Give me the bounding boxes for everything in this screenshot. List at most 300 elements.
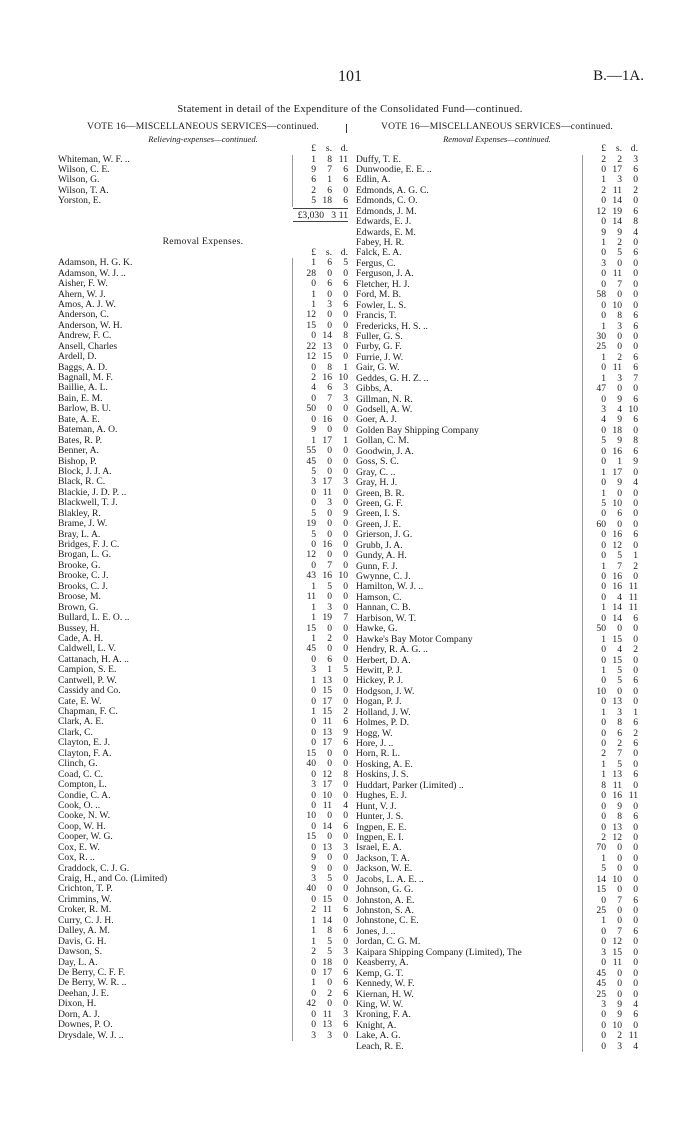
table-row <box>356 363 638 373</box>
pence-value: 6 <box>343 163 348 175</box>
pence-value: 0 <box>633 487 638 499</box>
amount <box>583 311 638 321</box>
shillings-value: 7 <box>617 278 622 290</box>
pounds-value: 45 <box>306 643 316 655</box>
pence-value: 6 <box>343 966 348 978</box>
pence-value: 0 <box>633 633 638 645</box>
table-row <box>58 425 348 435</box>
amount <box>292 634 348 644</box>
amount <box>583 248 638 258</box>
amount <box>583 1000 638 1010</box>
shillings-value: 3 <box>617 372 622 384</box>
pounds-value: 2 <box>601 153 606 165</box>
shillings-value: 0 <box>617 978 622 990</box>
pounds-value: 0 <box>311 392 316 404</box>
amount <box>292 801 348 811</box>
pence-value: 0 <box>343 497 348 509</box>
amount <box>292 937 348 947</box>
amount <box>292 592 348 602</box>
pounds-value: 10 <box>596 685 606 697</box>
pence-value: 6 <box>633 769 638 781</box>
payee-name: Dorn, A. J. <box>58 1009 100 1020</box>
pence-value: 2 <box>633 644 638 656</box>
table-row <box>58 937 348 947</box>
table-row <box>356 635 638 645</box>
shillings-value: 8 <box>617 717 622 729</box>
pence-value: 6 <box>633 393 638 405</box>
pence-value: 0 <box>343 486 348 498</box>
payee-name: Johnston, S. A. <box>356 906 583 916</box>
pounds-value: 3 <box>311 664 316 676</box>
amount <box>583 1042 638 1052</box>
shillings-value: 16 <box>612 445 622 457</box>
amount <box>292 383 348 393</box>
shillings-value: 3 <box>327 497 332 509</box>
amount <box>292 905 348 915</box>
shillings-value: 0 <box>327 883 332 895</box>
pounds-value: 14 <box>596 873 606 885</box>
pounds-value: 0 <box>601 1030 606 1042</box>
amount <box>292 644 348 654</box>
relieving-list <box>58 155 348 207</box>
pounds-value: 1 <box>311 925 316 937</box>
shillings-value: 3 <box>617 320 622 332</box>
shillings-value: 0 <box>617 884 622 896</box>
table-row <box>356 342 638 352</box>
shillings-value: 2 <box>617 237 622 248</box>
shillings-value: 17 <box>322 434 332 446</box>
table-row <box>58 394 348 404</box>
pounds-value: 0 <box>311 789 316 801</box>
shillings-value: 0 <box>617 289 622 301</box>
table-row <box>58 477 348 487</box>
pence-value: 4 <box>633 226 638 238</box>
payee-name: Ardell, D. <box>58 352 97 363</box>
pence-value: 0 <box>633 424 638 436</box>
shillings-value: 4 <box>617 644 622 656</box>
payee-name: Gundy, A. H. <box>356 551 583 561</box>
left-units-header-removal <box>58 248 348 259</box>
shillings-value: 12 <box>612 936 622 948</box>
pounds-value: 0 <box>311 768 316 780</box>
pence-value: 6 <box>343 298 348 310</box>
amount <box>292 968 348 978</box>
pounds-value: 0 <box>601 550 606 562</box>
table-row <box>356 729 638 739</box>
pence-value: 6 <box>633 738 638 749</box>
pence-value: 6 <box>343 174 348 186</box>
pence-value: 10 <box>628 404 638 415</box>
table-row <box>356 1042 638 1052</box>
table-row <box>356 228 638 238</box>
pence-value: 3 <box>343 841 348 853</box>
table-row <box>58 822 348 832</box>
pounds-value: 0 <box>601 644 606 656</box>
payee-name: Dalley, A. M. <box>58 926 110 937</box>
shillings-value: 0 <box>617 623 622 635</box>
amount <box>583 457 638 467</box>
pence-value: 0 <box>633 174 638 186</box>
amount <box>292 321 348 331</box>
pounds-value: 2 <box>311 946 316 958</box>
pence-value: 0 <box>633 466 638 478</box>
shillings-value: 0 <box>327 288 332 300</box>
payee-name: King, W. W. <box>356 1000 583 1010</box>
amount <box>292 404 348 414</box>
pence-value: 0 <box>343 747 348 759</box>
pence-value: 0 <box>633 654 638 666</box>
payee-name: Blackie, J. D. P. .. <box>58 487 127 498</box>
shillings-value: 2 <box>617 1030 622 1042</box>
shillings-value: 11 <box>322 904 332 916</box>
shillings-value: 0 <box>327 267 332 279</box>
shillings-value: 19 <box>612 205 622 217</box>
pence-value: 0 <box>633 383 638 395</box>
pounds-value: 0 <box>311 799 316 811</box>
pounds-value: 1 <box>311 434 316 446</box>
payee-name: Edlin, A. <box>356 175 583 185</box>
pounds-value: 0 <box>601 424 606 436</box>
payee-name: Cattanach, H. A. .. <box>58 654 129 665</box>
pounds-value: 6 <box>311 174 316 186</box>
pence-value: 0 <box>633 278 638 290</box>
payee-name: Goodwin, J. A. <box>356 447 583 457</box>
payee-name: Broose, M. <box>58 592 101 603</box>
table-row <box>356 405 638 415</box>
table-row <box>58 843 348 853</box>
pounds-value: 0 <box>601 508 606 520</box>
shillings-value: 11 <box>612 362 622 374</box>
pence-value: 0 <box>633 330 638 342</box>
pounds-value: 1 <box>601 560 606 572</box>
pence-value: 4 <box>633 998 638 1010</box>
pence-value: 0 <box>633 341 638 353</box>
statement-title: Statement in detail of the Expenditure of the Consolidated Fund—continued. <box>177 104 523 115</box>
table-row <box>356 770 638 780</box>
payee-name: Gunn, F. J. <box>356 562 583 572</box>
table-row <box>58 446 348 456</box>
shillings-value: 18 <box>322 195 332 207</box>
payee-name: Clark, A. E. <box>58 717 104 728</box>
amount <box>292 884 348 894</box>
pounds-value: 0 <box>311 987 316 999</box>
amount <box>583 269 638 279</box>
pence-value: 0 <box>343 862 348 874</box>
pence-value: 0 <box>633 905 638 916</box>
pounds-value: 1 <box>601 174 606 186</box>
pence-value: 0 <box>343 539 348 550</box>
pounds-value: 2 <box>311 372 316 383</box>
payee-name: Johnston, A. E. <box>356 896 583 906</box>
table-row <box>356 1010 638 1020</box>
table-row <box>356 395 638 405</box>
payee-name: Dunwoodie, E. E. .. <box>356 165 583 175</box>
pounds-value: 60 <box>596 518 606 530</box>
amount <box>583 708 638 718</box>
payee-name: Bates, R. P. <box>58 435 102 446</box>
amount <box>583 405 638 415</box>
pounds-value: 0 <box>601 278 606 290</box>
table-row <box>356 687 638 697</box>
shillings-value: 9 <box>617 414 622 426</box>
table-row <box>58 530 348 540</box>
pounds-value: 3 <box>601 998 606 1010</box>
payee-name: Cox, E. W. <box>58 842 100 853</box>
table-row <box>356 311 638 321</box>
shillings-value: 6 <box>327 653 332 665</box>
shillings-value: 16 <box>612 529 622 541</box>
table-row <box>58 175 348 185</box>
payee-name: Grierson, J. G. <box>356 530 583 540</box>
table-row <box>356 802 638 812</box>
pounds-value: 70 <box>596 842 606 854</box>
shillings-value: 0 <box>617 905 622 916</box>
amount <box>583 384 638 394</box>
table-row <box>58 686 348 696</box>
shillings-value: 8 <box>327 361 332 373</box>
payee-name: Anderson, W. H. <box>58 320 123 331</box>
pence-value: 0 <box>633 800 638 812</box>
table-row <box>356 843 638 853</box>
pounds-value: 0 <box>601 654 606 666</box>
amount <box>292 300 348 310</box>
table-row <box>58 321 348 331</box>
table-row <box>58 582 348 592</box>
amount <box>583 875 638 885</box>
amount <box>583 948 638 958</box>
amount <box>583 676 638 686</box>
payee-name: Bullard, L. E. O. .. <box>58 613 130 624</box>
pounds-value: 12 <box>306 351 316 363</box>
table-row <box>58 697 348 707</box>
shillings-value: 10 <box>612 873 622 885</box>
pounds-value: 1 <box>311 674 316 686</box>
pence-value: 0 <box>343 653 348 665</box>
payee-name: Francis, T. <box>356 311 583 321</box>
pounds-value: 28 <box>306 267 316 279</box>
shillings-value: 0 <box>327 549 332 561</box>
table-row <box>58 989 348 999</box>
pounds-value: 43 <box>306 570 316 582</box>
pence-value: 11 <box>338 153 348 165</box>
pence-value: 2 <box>633 727 638 739</box>
shillings-value: 0 <box>617 685 622 697</box>
pence-value: 0 <box>343 998 348 1010</box>
payee-name: Jordan, C. G. M. <box>356 937 583 947</box>
pence-value: 6 <box>343 278 348 290</box>
pounds-value: 0 <box>601 247 606 259</box>
payee-name: Blakley, R. <box>58 508 101 519</box>
pence-value: 0 <box>633 967 638 979</box>
shillings-value: 10 <box>612 299 622 311</box>
total-shillings: 3 <box>331 209 336 221</box>
shillings-value: 11 <box>322 716 332 728</box>
shillings-value: 2 <box>327 632 332 644</box>
pence-value: 6 <box>633 320 638 332</box>
table-row <box>58 1031 348 1041</box>
pence-value: 6 <box>343 977 348 989</box>
pence-value: 0 <box>633 978 638 990</box>
pence-value: 0 <box>343 351 348 363</box>
table-row <box>356 603 638 613</box>
amount <box>292 759 348 769</box>
amount <box>292 1020 348 1030</box>
payee-name: Knight, A. <box>356 1021 583 1031</box>
pence-value: 6 <box>633 351 638 363</box>
payee-name: Lake, A. G. <box>356 1031 583 1041</box>
pounds-value: 3 <box>311 476 316 488</box>
shillings-value: 15 <box>322 893 332 905</box>
shillings-value: 5 <box>617 675 622 687</box>
pence-value: 6 <box>343 737 348 749</box>
pounds-value: 1 <box>311 914 316 926</box>
amount <box>583 468 638 478</box>
table-row <box>356 165 638 175</box>
shillings-value: 13 <box>612 696 622 708</box>
pounds-value: 9 <box>601 226 606 238</box>
amount <box>583 760 638 770</box>
payee-name: Jacobs, L. A. E. .. <box>356 875 583 885</box>
pence-value: 0 <box>343 465 348 477</box>
pence-value: 0 <box>343 309 348 321</box>
table-row <box>356 937 638 947</box>
pounds-label: £ <box>311 143 316 154</box>
pence-value: 0 <box>633 497 638 509</box>
table-row <box>58 738 348 748</box>
amount <box>292 665 348 675</box>
left-vote-heading: VOTE 16—MISCELLANEOUS SERVICES—continued. <box>86 121 320 132</box>
shillings-value: 0 <box>327 998 332 1010</box>
payee-name: Falck, E. A. <box>356 248 583 258</box>
payee-name: Coad, C. C. <box>58 769 104 780</box>
pounds-value: 5 <box>311 507 316 519</box>
pounds-value: 1 <box>311 257 316 269</box>
amount <box>292 582 348 592</box>
payee-name: Fletcher, H. J. <box>356 280 583 290</box>
payee-name: Baggs, A. D. <box>58 362 108 373</box>
payee-name: Golden Bay Shipping Company <box>356 426 583 436</box>
payee-name: Amos, A. J. W. <box>58 299 116 310</box>
pounds-value: 1 <box>311 298 316 310</box>
pence-value: 6 <box>633 1009 638 1021</box>
amount <box>583 436 638 446</box>
pence-value: 11 <box>628 1030 638 1042</box>
pence-value: 9 <box>343 507 348 519</box>
pence-value: 8 <box>343 768 348 780</box>
amount <box>292 978 348 988</box>
pounds-value: 8 <box>601 779 606 791</box>
pence-value: 0 <box>343 779 348 791</box>
shillings-value: 13 <box>612 821 622 833</box>
shillings-value: 0 <box>327 455 332 467</box>
pounds-value: 0 <box>601 216 606 228</box>
payee-name: Cade, A. H. <box>58 633 104 644</box>
pounds-value: 1 <box>601 706 606 718</box>
table-row <box>58 383 348 393</box>
pounds-value: 40 <box>306 758 316 770</box>
pounds-value: 0 <box>311 695 316 707</box>
amount <box>583 979 638 989</box>
payee-name: Deehan, J. E. <box>58 988 109 999</box>
shillings-value: 7 <box>617 748 622 760</box>
payee-name: Drysdale, W. J. .. <box>58 1030 124 1041</box>
shillings-value: 0 <box>327 852 332 864</box>
table-row <box>356 697 638 707</box>
payee-name: Kennedy, W. F. <box>356 979 583 989</box>
shillings-value: 17 <box>322 779 332 791</box>
table-row <box>356 582 638 592</box>
pounds-value: 1 <box>601 320 606 332</box>
table-row <box>356 457 638 467</box>
shillings-value: 4 <box>617 404 622 415</box>
pounds-value: 9 <box>311 163 316 175</box>
left-units-header-relieving <box>58 144 348 155</box>
payee-name: Hamson, C. <box>356 593 583 603</box>
amount <box>292 352 348 362</box>
amount <box>583 635 638 645</box>
pounds-value: 12 <box>306 309 316 321</box>
shillings-value: 0 <box>617 257 622 269</box>
pounds-value: 1 <box>601 633 606 645</box>
amount <box>292 999 348 1009</box>
pounds-value: 0 <box>601 738 606 749</box>
amount <box>583 666 638 676</box>
shillings-value: 11 <box>612 268 622 280</box>
shillings-value: 7 <box>617 560 622 572</box>
table-row <box>58 624 348 634</box>
amount <box>583 645 638 655</box>
shillings-value: 5 <box>617 247 622 259</box>
amount <box>292 728 348 738</box>
table-row <box>356 468 638 478</box>
shillings-value: 2 <box>617 153 622 165</box>
amount <box>292 571 348 581</box>
table-row <box>58 363 348 373</box>
pence-value: 0 <box>633 915 638 927</box>
shillings-value: 3 <box>327 1029 332 1041</box>
amount <box>292 811 348 821</box>
pence-value: 0 <box>343 580 348 592</box>
amount <box>292 1031 348 1041</box>
table-row <box>58 770 348 780</box>
payee-name: Hogg, W. <box>356 729 583 739</box>
pounds-value: 0 <box>311 1019 316 1031</box>
shillings-value: 0 <box>617 915 622 927</box>
pence-value: 6 <box>633 811 638 823</box>
payee-name: Hodgson, J. W. <box>356 687 583 697</box>
payee-name: Hoskins, J. S. <box>356 770 583 780</box>
table-row <box>58 884 348 894</box>
table-row <box>356 624 638 634</box>
pounds-value: 0 <box>311 820 316 832</box>
amount <box>292 1010 348 1020</box>
payee-name: Clayton, F. A. <box>58 748 112 759</box>
table-row <box>356 238 638 248</box>
page-number: 101 <box>338 68 362 85</box>
amount <box>292 624 348 634</box>
payee-name: Goss, S. C. <box>356 457 583 467</box>
shillings-value: 8 <box>327 153 332 165</box>
shillings-value: 0 <box>327 810 332 822</box>
pence-value: 6 <box>633 205 638 217</box>
pence-value: 3 <box>343 392 348 404</box>
amount <box>292 342 348 352</box>
pence-value: 0 <box>633 884 638 896</box>
shillings-value: 0 <box>327 424 332 436</box>
amount <box>292 394 348 404</box>
shillings-value: 17 <box>612 163 622 175</box>
pence-label: d. <box>340 246 348 258</box>
